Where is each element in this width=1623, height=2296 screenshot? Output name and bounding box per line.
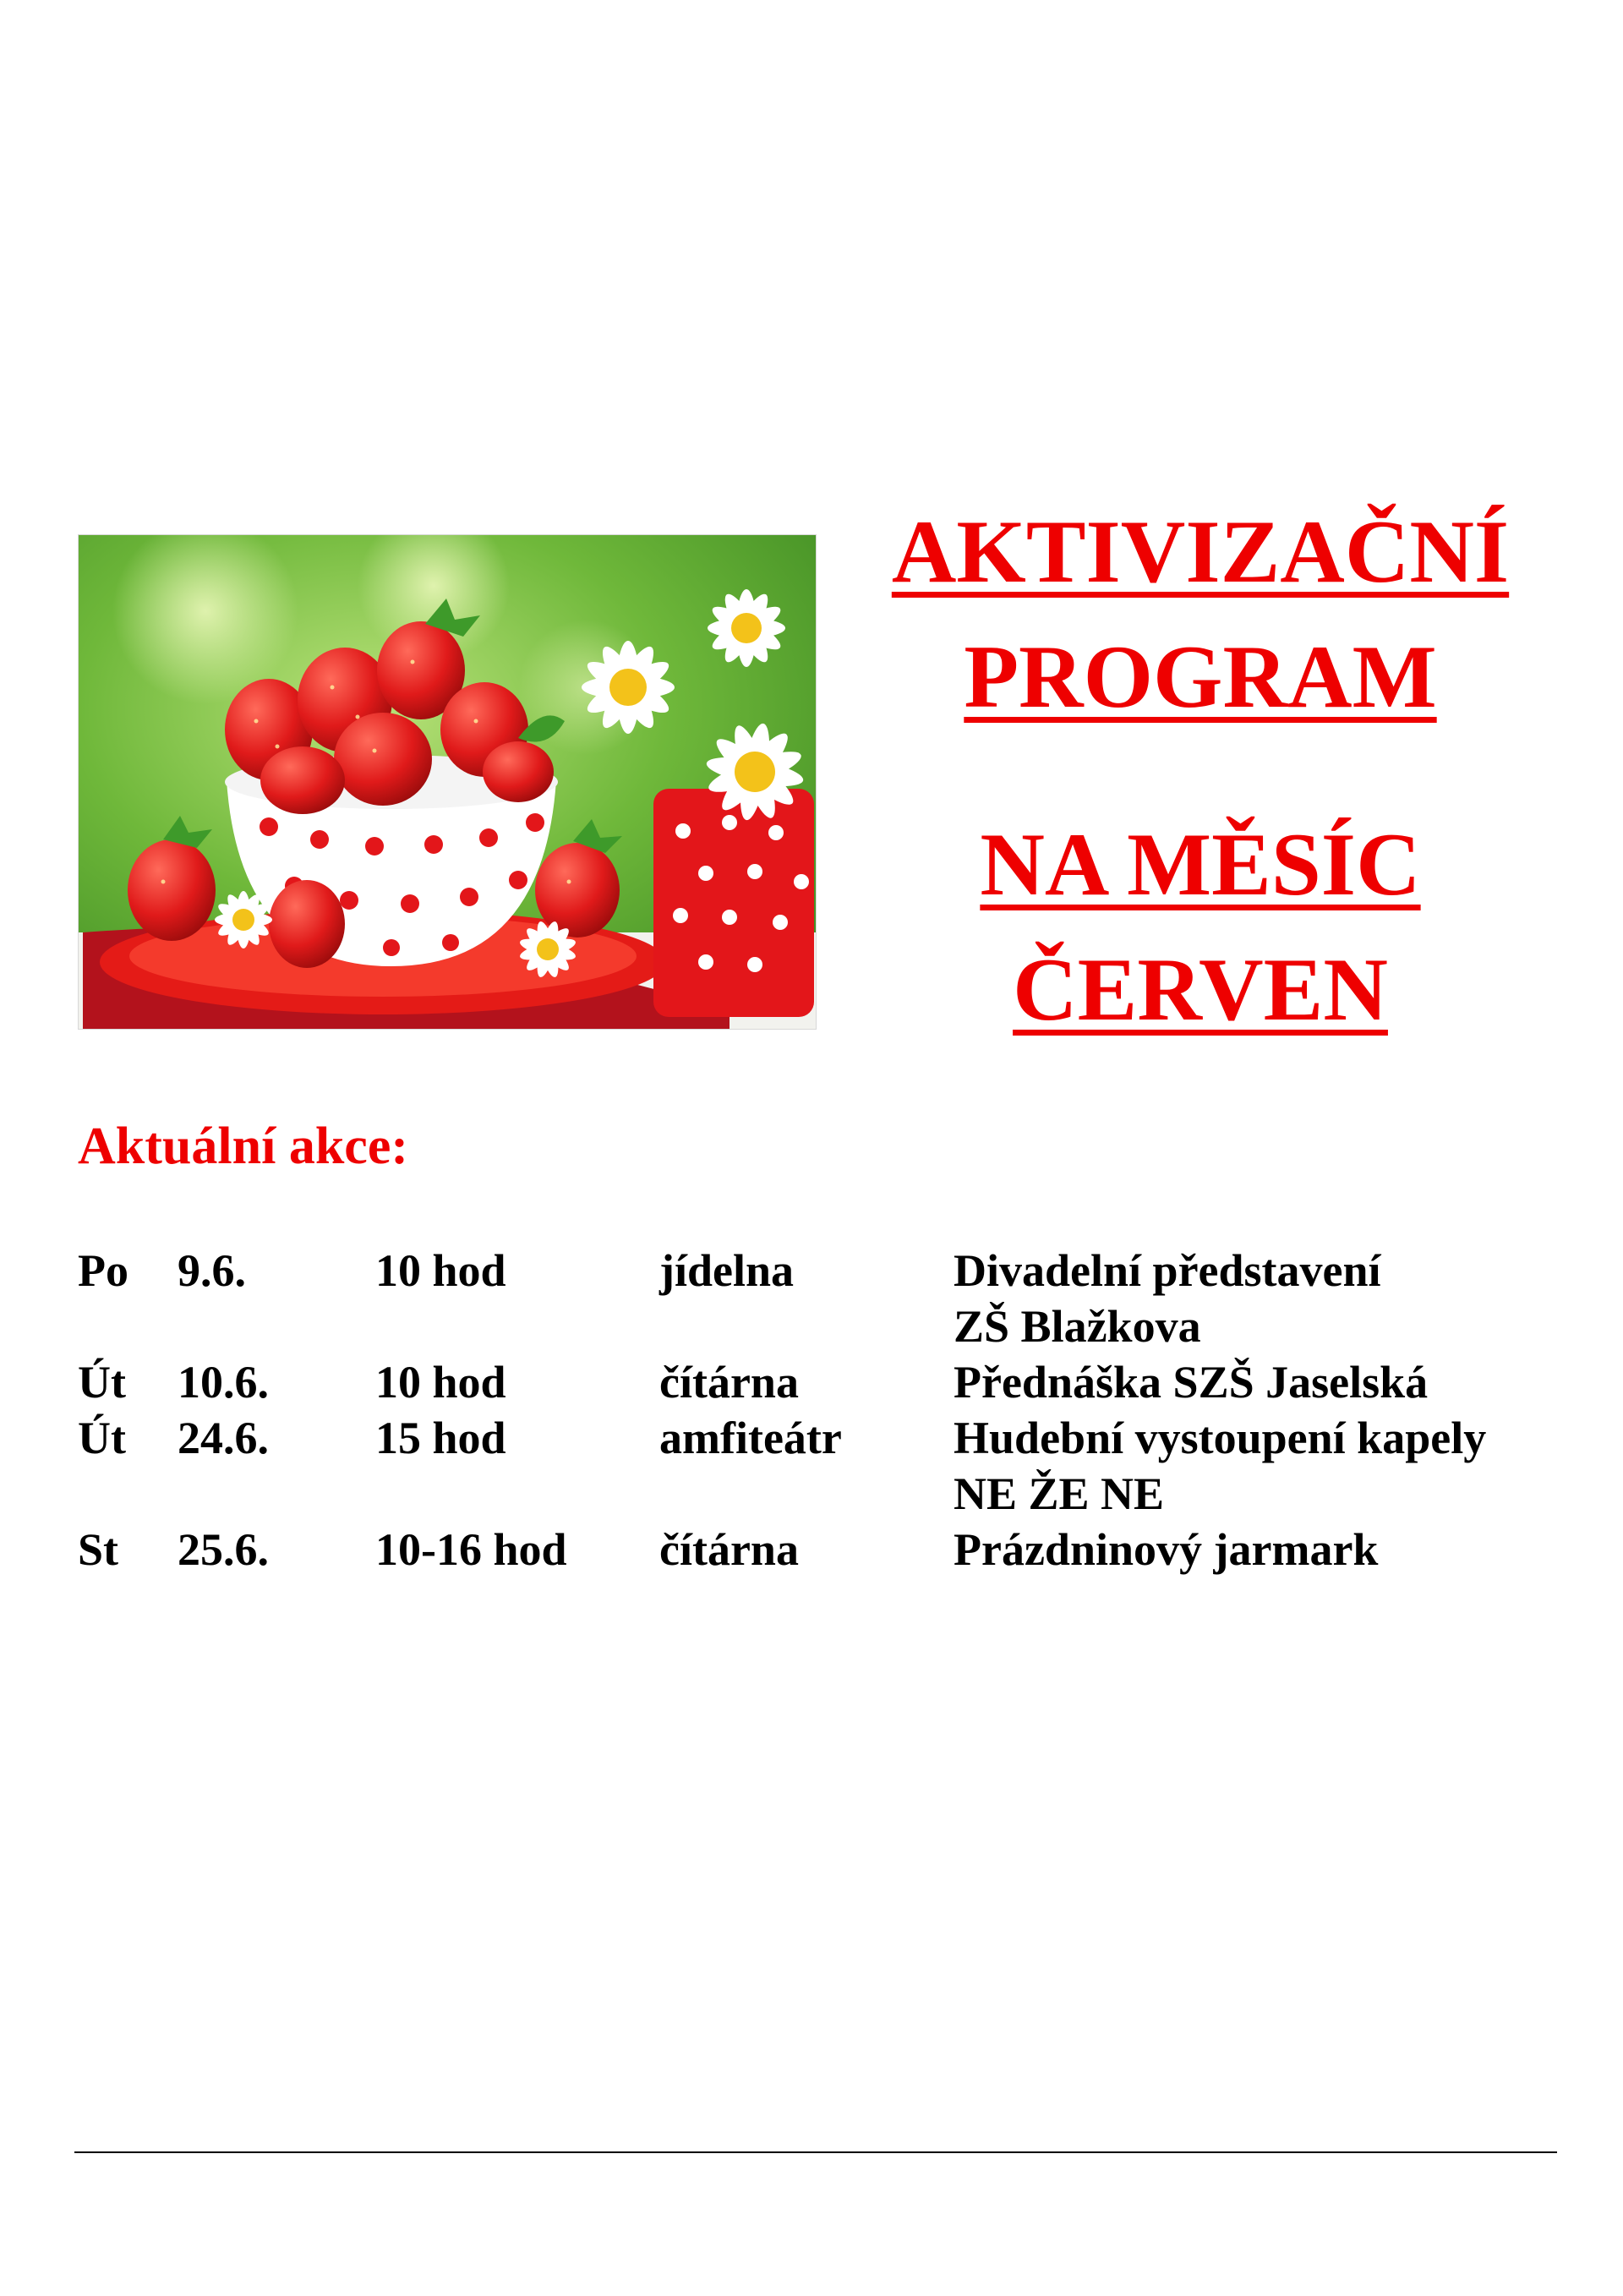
event-place: čítárna <box>659 1357 799 1408</box>
event-day: St <box>78 1524 119 1575</box>
event-time: 15 hod <box>375 1413 506 1463</box>
event-date: 10.6. <box>178 1357 269 1408</box>
event-time: 10 hod <box>375 1245 506 1296</box>
title-line-cerven: ČERVEN <box>1013 940 1388 1039</box>
event-time: 10 hod <box>375 1357 506 1408</box>
event-time: 10-16 hod <box>375 1524 567 1575</box>
title-line-program: PROGRAM <box>964 627 1437 726</box>
event-row <box>78 1410 1566 1522</box>
event-description <box>954 1522 1562 1577</box>
event-place: jídelna <box>659 1245 795 1296</box>
event-description <box>954 1410 1562 1522</box>
strawberries-daisies-photo <box>78 534 817 1030</box>
event-description-line: Divadelní představení <box>954 1245 1381 1296</box>
photo-illustration <box>79 535 816 1029</box>
event-description-line: NE ŽE NE <box>954 1468 1165 1519</box>
event-day: Po <box>78 1245 128 1296</box>
event-description-line: Přednáška SZŠ Jaselská <box>954 1357 1429 1408</box>
event-date: 9.6. <box>178 1245 246 1296</box>
title-line-na-mesic: NA MĚSÍC <box>980 815 1421 914</box>
event-description <box>954 1243 1562 1354</box>
event-row <box>78 1354 1566 1410</box>
event-day: Út <box>78 1413 126 1463</box>
event-description <box>954 1354 1562 1410</box>
title-line-aktivizacni: AKTIVIZAČNÍ <box>891 502 1510 601</box>
event-description-line: ZŠ Blažkova <box>954 1301 1201 1352</box>
current-events-heading: Aktuální akce: <box>78 1118 408 1175</box>
event-day: Út <box>78 1357 126 1408</box>
event-place: čítárna <box>659 1524 799 1575</box>
event-date: 24.6. <box>178 1413 269 1463</box>
event-description-line: Prázdninový jarmark <box>954 1524 1379 1575</box>
event-date: 25.6. <box>178 1524 269 1575</box>
footer-divider <box>74 2151 1557 2153</box>
event-row <box>78 1522 1566 1577</box>
events-list <box>78 1243 1566 1577</box>
event-place: amfiteátr <box>659 1413 842 1463</box>
event-description-line: Hudební vystoupení kapely <box>954 1413 1487 1463</box>
event-row <box>78 1243 1566 1354</box>
